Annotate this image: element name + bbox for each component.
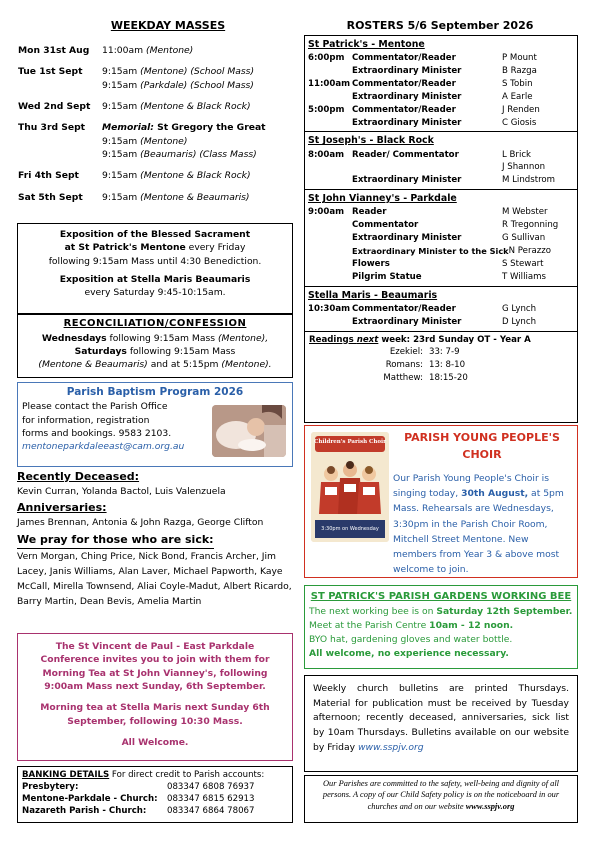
choir-title: PARISH YOUNG PEOPLE'S xyxy=(404,431,560,444)
reconciliation-sat-time2: and at 5:15pm xyxy=(147,359,222,371)
banking-box xyxy=(17,766,293,823)
gardens-text: Meet at the Parish Centre xyxy=(309,619,430,631)
readings-label: Readings xyxy=(309,334,357,345)
mass-day xyxy=(18,44,288,57)
exposition-time: following 9:15am Mass until 4:30 Benediction. xyxy=(48,255,262,267)
baptism-title: Parish Baptism Program 2026 xyxy=(66,386,244,398)
mass-time: 9:15am xyxy=(102,170,141,182)
reconciliation-sat: Saturdays xyxy=(74,345,127,357)
mass-day xyxy=(18,100,288,113)
mass-location: (Mentone & Black Rock) xyxy=(140,100,251,112)
svdp-welcome: All Welcome. xyxy=(121,737,189,749)
reconciliation-sat-place2: (Mentone). xyxy=(221,359,272,371)
prayer-lists xyxy=(17,469,293,611)
bank-row xyxy=(22,805,288,817)
exposition-title: Exposition of the Blessed Sacrament xyxy=(59,229,251,240)
deceased-title: Recently Deceased: xyxy=(17,470,140,483)
weekday-masses-heading: WEEKDAY MASSES xyxy=(110,19,226,32)
mass-location: (Mentone) xyxy=(140,135,188,147)
choir-image-footer: 3:30pm on Wednesday xyxy=(321,526,379,532)
rosters-title: ROSTERS 5/6 September 2026 xyxy=(346,19,534,32)
gardens-time: 10am - 12 noon. xyxy=(429,619,514,631)
gardens-welcome: All welcome, no experience necessary. xyxy=(309,648,509,660)
mass-day-label: Thu 3rd Sept xyxy=(18,122,86,134)
baptism-photo xyxy=(212,405,286,457)
exposition-day: every Friday xyxy=(185,242,246,254)
roster-row: Extraordinary Minister C Giosis xyxy=(352,117,537,128)
gardens-title: ST PATRICK'S PARISH GARDENS WORKING BEE xyxy=(310,591,572,602)
mass-time: 9:15am xyxy=(102,66,141,78)
exposition-box xyxy=(17,223,293,314)
reconciliation-wed-place: (Mentone), xyxy=(217,332,269,344)
roster-block-mentone xyxy=(305,36,577,132)
reconciliation-sat-place: (Mentone & Beaumaris) xyxy=(38,359,148,371)
roster-block-beaumaris xyxy=(305,287,577,332)
child-safety-text: Our Parishes are committed to the safety, well-being and dignity of all persons. A copy of our Child Safety policy is on the noticeboard in our churches and on our website xyxy=(322,779,560,811)
roster-row: 10:30am Commentator/Reader G Lynch xyxy=(308,303,537,314)
mass-location: (Mentone & Black Rock) xyxy=(140,170,251,182)
roster-row: 9:00am Reader M Webster xyxy=(308,207,548,218)
baptism-text: Please contact the Parish Office xyxy=(22,401,168,413)
mass-day xyxy=(18,121,288,161)
bank-account-name: Presbytery: xyxy=(22,782,79,793)
mass-day-label: Wed 2nd Sept xyxy=(18,100,91,112)
reading-row: Ezekiel: 33: 7-9 xyxy=(389,347,460,358)
mass-time: 9:15am xyxy=(102,135,141,147)
mass-day xyxy=(18,191,288,204)
mass-day xyxy=(18,169,288,182)
weekday-masses xyxy=(18,18,288,212)
baptism-text: for information, registration xyxy=(22,414,150,426)
bulletin-text: Weekly church bulletins are printed Thursdays. Material for publication must be received by Tuesday afternoon; recently deceased, anniversaries, sick list by 10am Thursdays. Bulletins available on our website by Friday xyxy=(313,683,569,753)
mass-day-label: Fri 4th Sept xyxy=(18,170,79,182)
anniversaries-names: James Brennan, Antonia & John Razga, George Clifton xyxy=(17,517,264,529)
baptism-email-link[interactable]: mentoneparkdaleeast@cam.org.au xyxy=(22,441,185,453)
roster-row: 5:00pm Commentator/Reader J Renden xyxy=(308,104,540,115)
choir-illustration xyxy=(311,432,389,542)
bank-account-number: 083347 6808 76937 xyxy=(167,782,255,793)
reconciliation-box xyxy=(17,314,293,378)
choir-box xyxy=(304,425,578,578)
mass-time: 9:15am xyxy=(102,100,141,112)
svdp-box xyxy=(17,633,293,761)
mass-location: (Mentone) (School Mass) xyxy=(140,66,255,78)
gardens-bring: BYO hat, gardening gloves and water bottle. xyxy=(309,634,513,645)
baptism-text: forms and bookings. 9583 2103. xyxy=(22,427,172,439)
mass-time: 9:15am xyxy=(102,149,141,160)
roster-title: St Patrick's - Mentone xyxy=(308,39,425,50)
banking-intro: For direct credit to Parish accounts: xyxy=(109,770,265,780)
roster-row: Extraordinary Minister D Lynch xyxy=(352,316,537,327)
memorial-name: St Gregory the Great xyxy=(153,122,266,134)
gardens-date: Saturday 12th September. xyxy=(436,605,573,617)
roster-title: St John Vianney's - Parkdale xyxy=(308,193,457,205)
choir-image-title: Children's Parish Choir xyxy=(313,439,387,445)
bank-account-number: 083347 6864 78067 xyxy=(167,806,255,817)
baptism-box xyxy=(17,382,293,467)
readings-label-next: next xyxy=(356,334,379,345)
banking-title: BANKING DETAILS xyxy=(22,770,110,780)
roster-row: Extraordinary Minister M Lindstrom xyxy=(352,175,556,186)
mass-day-label: Sat 5th Sept xyxy=(18,191,83,203)
roster-row: Commentator R Tregonning xyxy=(352,220,559,231)
mass-day xyxy=(18,65,288,92)
mass-location: (Parkdale) (School Mass) xyxy=(140,79,254,91)
mass-location: (Mentone) xyxy=(145,44,194,56)
roster-title: Stella Maris - Beaumaris xyxy=(308,289,438,301)
svdp-stella-maris: Morning tea at Stella Maris next Sunday 6th September, following 10:30 Mass. xyxy=(40,702,270,727)
bulletin-info-box xyxy=(304,675,578,772)
anniversaries-title: Anniversaries: xyxy=(17,501,107,515)
roster-block-parkdale xyxy=(305,190,577,286)
roster-row: 8:00am Reader/ Commentator L Brick xyxy=(308,149,532,160)
roster-row: J Shannon xyxy=(502,162,546,173)
bank-row xyxy=(22,781,288,793)
reconciliation-title: RECONCILIATION/CONFESSION xyxy=(63,318,247,329)
mass-time: 11:00am xyxy=(102,44,146,56)
bank-account-name: Mentone-Parkdale - Church: xyxy=(22,794,158,805)
mass-location: (Mentone & Beaumaris) xyxy=(140,191,250,203)
roster-row: Pilgrim Statue T Williams xyxy=(352,271,546,282)
exposition-beaumaris-title: Exposition at Stella Maris Beaumaris xyxy=(59,274,251,286)
bank-account-name: Nazareth Parish - Church: xyxy=(22,806,147,817)
sick-title: We pray for those who are sick: xyxy=(17,532,214,549)
memorial-label: Memorial: xyxy=(102,122,154,134)
gardens-box xyxy=(304,585,578,669)
choir-text: Our Parish Young People's Choir is singing today, 30th August, at 5pm Mass. Rehearsals are Wednesdays, 3:30pm in the Parish Choir Room, Mitchell Street Mentone. New members from Year 3 & above most welcome to join. xyxy=(393,473,564,576)
roster-block-black-rock xyxy=(305,132,577,190)
roster-row: Extraordinary Minister G Sullivan xyxy=(352,233,546,244)
mass-day-label: Mon 31st Aug xyxy=(18,44,90,56)
roster-title: St Joseph's - Black Rock xyxy=(308,135,434,147)
roster-row: Flowers S Stewart xyxy=(352,258,544,269)
reconciliation-wed-time: following 9:15am Mass xyxy=(106,332,218,344)
exposition-beaumaris-time: every Saturday 9:45-10:15am. xyxy=(84,287,226,299)
exposition-location: at St Patrick's Mentone xyxy=(64,242,186,254)
rosters-box xyxy=(304,35,578,423)
roster-row: Extraordinary Minister A Earle xyxy=(352,91,533,102)
svdp-invitation: The St Vincent de Paul - East Parkdale Conference invites you to join with them for Morning Tea at St John Vianney's, following 9:00am Mass next Sunday, 6th September. xyxy=(40,641,270,693)
reading-row: Matthew: 18:15-20 xyxy=(383,373,468,384)
choir-title-2: CHOIR xyxy=(462,447,502,461)
sick-names: Vern Morgan, Ching Price, Nick Bond, Francis Archer, Jim Lacey, Janis Williams, Alan Laver, Michael Papworth, Kaye McCall, Mirella Townsend, Aliai Coyle-Madut, Albert Ricardo, Barry Martin, Dean Bevis, Amelia Martin xyxy=(17,550,292,608)
bulletin-website-link[interactable]: www.sspjv.org xyxy=(357,741,424,753)
child-safety-box xyxy=(304,775,578,823)
gardens-text: The next working bee is on xyxy=(309,605,437,617)
roster-row: Extraordinary Minister to the Sick N Perazzo xyxy=(352,246,552,257)
roster-row: 6:00pm Commentator/Reader P Mount xyxy=(308,53,537,64)
reading-row: Romans: 13: 8-10 xyxy=(385,360,466,371)
deceased-names: Kevin Curran, Yolanda Bactol, Luis Valenzuela xyxy=(17,485,226,497)
roster-row: 11:00am Commentator/Reader S Tobin xyxy=(308,78,533,89)
mass-time: 9:15am xyxy=(102,191,141,203)
readings-block xyxy=(305,332,577,388)
readings-sunday: week: 23rd Sunday OT - Year A xyxy=(378,334,531,345)
child-safety-website-link[interactable]: www.sspjv.org xyxy=(465,801,515,811)
reconciliation-wed: Wednesdays xyxy=(41,332,107,344)
mass-day-label: Tue 1st Sept xyxy=(18,66,83,78)
mass-location: (Beaumaris) (Class Mass) xyxy=(140,149,257,160)
roster-row: Extraordinary Minister B Razga xyxy=(352,66,537,76)
mass-time: 9:15am xyxy=(102,79,141,91)
bank-account-number: 083347 6815 62913 xyxy=(167,794,255,805)
bank-row xyxy=(22,793,288,805)
reconciliation-sat-time: following 9:15am Mass xyxy=(126,345,236,357)
